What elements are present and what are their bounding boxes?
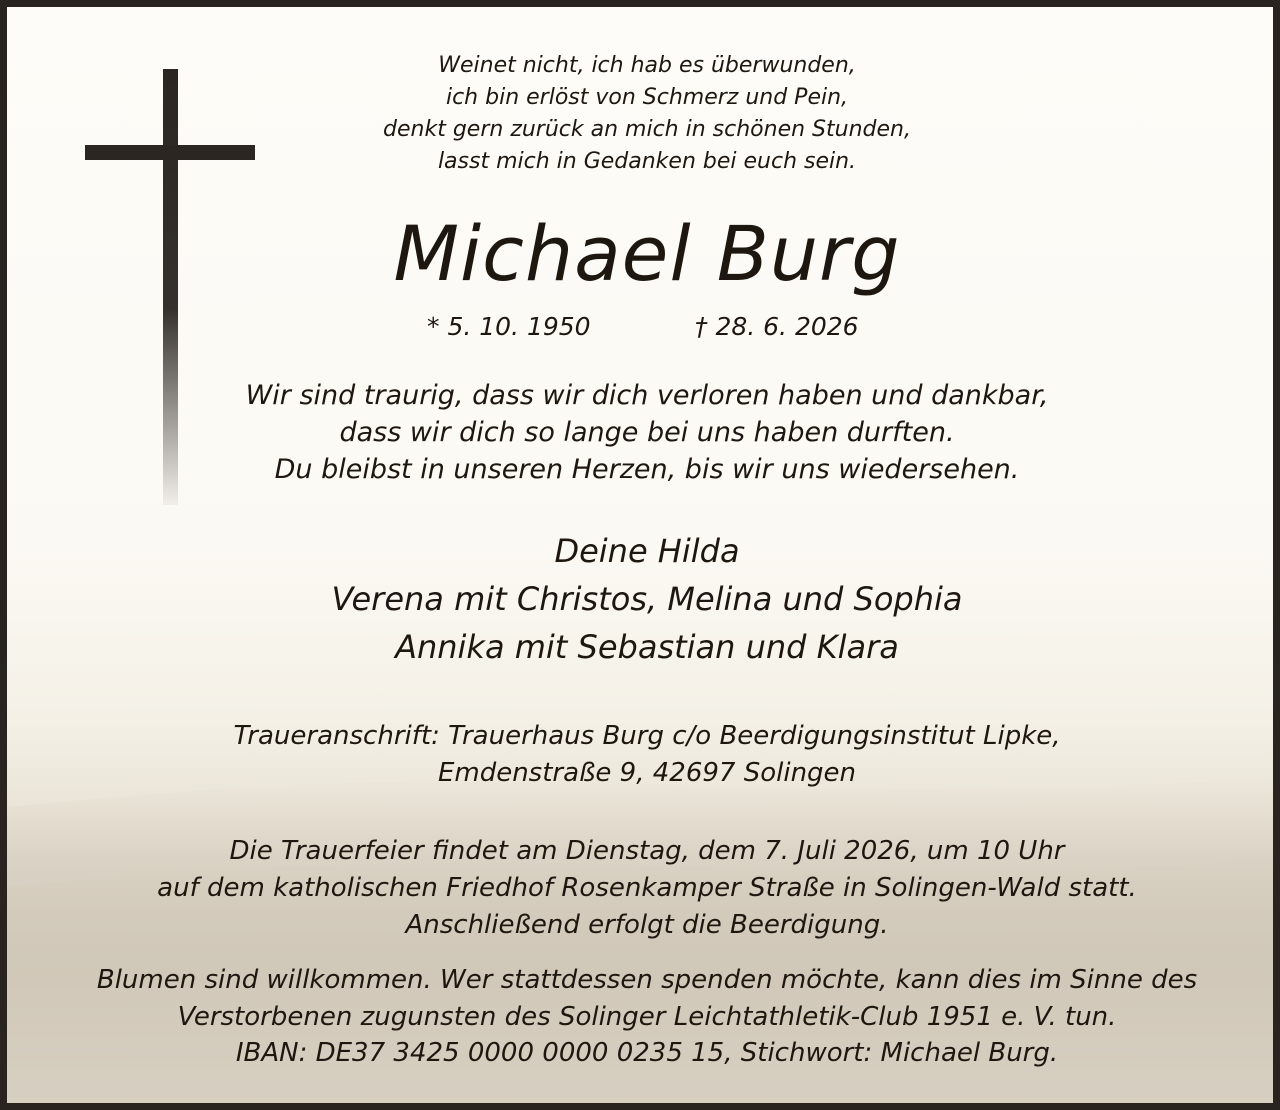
poem-line: lasst mich in Gedanken bei euch sein. (437, 149, 857, 174)
address-line: Emdenstraße 9, 42697 Solingen (437, 758, 857, 788)
mourning-address (7, 718, 1280, 792)
mourning-line: dass wir dich so lange bei uns haben durften. (339, 417, 955, 448)
family-signatures (7, 527, 1280, 671)
donation-line: Blumen sind willkommen. Wer stattdessen spenden möchte, kann dies im Sinne des (96, 965, 1198, 995)
mourning-line: Du bleibst in unseren Herzen, bis wir uns wiedersehen. (274, 454, 1020, 485)
family-line: Annika mit Sebastian und Klara (395, 628, 899, 666)
birth-date: * 5. 10. 1950 (427, 312, 591, 341)
service-line: Anschließend erfolgt die Beerdigung. (405, 910, 889, 940)
poem-line: Weinet nicht, ich hab es überwunden, (438, 53, 856, 78)
service-line: Die Trauerfeier findet am Dienstag, dem 7. Juli 2026, um 10 Uhr (229, 836, 1065, 866)
donation-info (7, 962, 1280, 1072)
donation-line: Verstorbenen zugunsten des Solinger Leichtathletik-Club 1951 e. V. tun. (177, 1001, 1117, 1032)
poem-line: ich bin erlöst von Schmerz und Pein, (445, 85, 849, 110)
family-line: Deine Hilda (554, 532, 740, 570)
deceased-name: Michael Burg (393, 209, 901, 298)
funeral-service-info (7, 833, 1280, 944)
death-date: † 28. 6. 2026 (695, 312, 859, 341)
family-line: Verena mit Christos, Melina und Sophia (331, 580, 963, 618)
poem-line: denkt gern zurück an mich in schönen Stunden, (383, 117, 911, 142)
address-line: Traueranschrift: Trauerhaus Burg c/o Beerdigungsinstitut Lipke, (233, 721, 1061, 751)
mourning-message (7, 377, 1280, 488)
donation-line: IBAN: DE37 3425 0000 0000 0235 15, Stichwort: Michael Burg. (235, 1038, 1059, 1068)
service-line: auf dem katholischen Friedhof Rosenkamper Straße in Solingen-Wald statt. (157, 873, 1137, 903)
mourning-line: Wir sind traurig, dass wir dich verloren haben und dankbar, (245, 380, 1049, 411)
poem-verse (7, 50, 1280, 178)
